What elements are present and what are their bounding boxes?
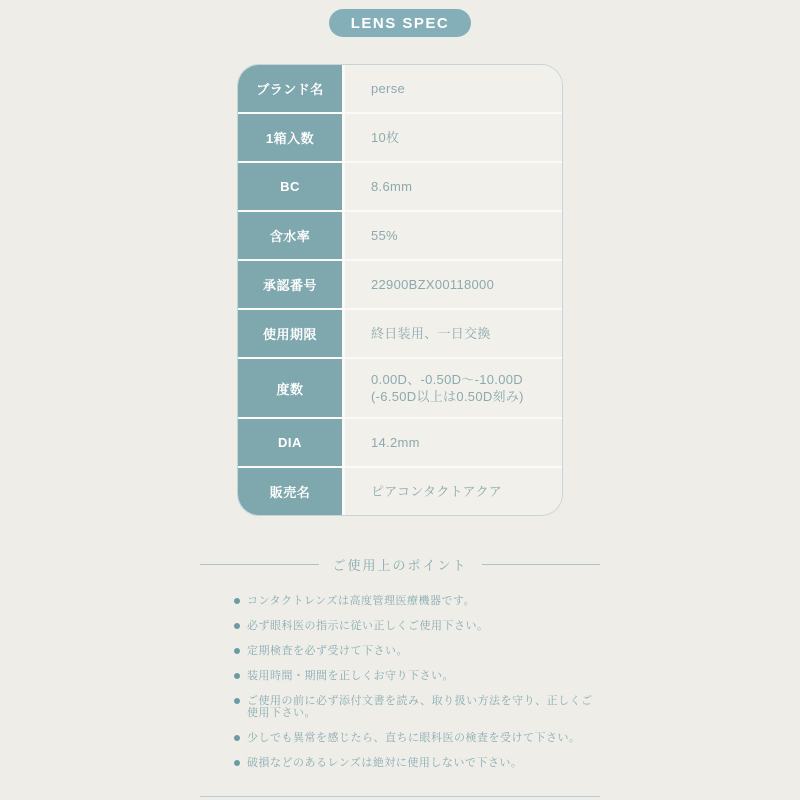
spec-label-usage-period: 使用期限 bbox=[238, 310, 342, 357]
spec-value-text: 14.2mm bbox=[371, 435, 420, 450]
spec-label-water-content: 含水率 bbox=[238, 212, 342, 259]
table-row bbox=[238, 359, 562, 417]
table-row bbox=[238, 261, 562, 308]
point-text: ご使用の前に必ず添付文書を読み、取り扱い方法を守り、正しくご使用下さい。 bbox=[247, 695, 593, 719]
spec-value-text: 0.00D、-0.50D〜-10.00D bbox=[371, 372, 523, 387]
heading-rule-right bbox=[482, 564, 601, 565]
spec-table bbox=[237, 64, 563, 516]
spec-value-sales-name bbox=[345, 468, 562, 515]
usage-points-list bbox=[200, 595, 600, 782]
table-row bbox=[238, 163, 562, 210]
usage-points-section bbox=[200, 555, 600, 782]
list-item bbox=[234, 670, 600, 682]
point-text: 少しでも異常を感じたら、直ちに眼科医の検査を受けて下さい。 bbox=[247, 732, 581, 744]
spec-value-water-content bbox=[345, 212, 562, 259]
heading-rule-left bbox=[200, 564, 319, 565]
spec-value-text: 55% bbox=[371, 228, 398, 243]
bottom-divider bbox=[200, 796, 600, 797]
spec-value-box-count bbox=[345, 114, 562, 161]
usage-points-heading bbox=[200, 555, 600, 574]
spec-value-text: 8.6mm bbox=[371, 179, 413, 194]
spec-label-dia: DIA bbox=[238, 419, 342, 466]
point-text: 必ず眼科医の指示に従い正しくご使用下さい。 bbox=[247, 620, 489, 632]
spec-value-text: 22900BZX00118000 bbox=[371, 277, 495, 292]
spec-value-text: perse bbox=[371, 81, 406, 96]
table-row bbox=[238, 419, 562, 466]
list-item bbox=[234, 695, 600, 719]
list-item bbox=[234, 645, 600, 657]
spec-value-brand bbox=[345, 65, 562, 112]
table-row bbox=[238, 310, 562, 357]
spec-label-power: 度数 bbox=[238, 359, 342, 417]
bullet-dot-icon bbox=[234, 648, 240, 654]
point-text: 破損などのあるレンズは絶対に使用しないで下さい。 bbox=[247, 757, 523, 769]
point-text: 装用時間・期間を正しくお守り下さい。 bbox=[247, 670, 454, 682]
spec-label-sales-name: 販売名 bbox=[238, 468, 342, 515]
list-item bbox=[234, 732, 600, 744]
table-row bbox=[238, 212, 562, 259]
list-item bbox=[234, 620, 600, 632]
spec-label-approval-number: 承認番号 bbox=[238, 261, 342, 308]
bullet-dot-icon bbox=[234, 623, 240, 629]
bullet-dot-icon bbox=[234, 598, 240, 604]
spec-value-text-line2: (-6.50D以上は0.50D刻み) bbox=[371, 389, 524, 404]
spec-value-dia bbox=[345, 419, 562, 466]
bullet-dot-icon bbox=[234, 673, 240, 679]
spec-value-power bbox=[345, 359, 562, 417]
lens-spec-badge: LENS SPEC bbox=[329, 9, 472, 37]
spec-value-text: ピアコンタクトアクア bbox=[371, 484, 503, 499]
table-row bbox=[238, 65, 562, 112]
usage-points-title: ご使用上のポイント bbox=[332, 558, 468, 573]
spec-value-text: 10枚 bbox=[371, 130, 400, 145]
bullet-dot-icon bbox=[234, 760, 240, 766]
list-item bbox=[234, 757, 600, 769]
table-row bbox=[238, 114, 562, 161]
table-row bbox=[238, 468, 562, 515]
spec-label-brand: ブランド名 bbox=[238, 65, 342, 112]
point-text: 定期検査を必ず受けて下さい。 bbox=[247, 645, 408, 657]
spec-value-bc bbox=[345, 163, 562, 210]
spec-value-usage-period bbox=[345, 310, 562, 357]
bullet-dot-icon bbox=[234, 735, 240, 741]
spec-label-box-count: 1箱入数 bbox=[238, 114, 342, 161]
spec-value-approval-number bbox=[345, 261, 562, 308]
list-item bbox=[234, 595, 600, 607]
bullet-dot-icon bbox=[234, 698, 240, 704]
spec-label-bc: BC bbox=[238, 163, 342, 210]
point-text: コンタクトレンズは高度管理医療機器です。 bbox=[247, 595, 476, 607]
spec-value-text: 終日装用、一日交換 bbox=[371, 326, 491, 341]
